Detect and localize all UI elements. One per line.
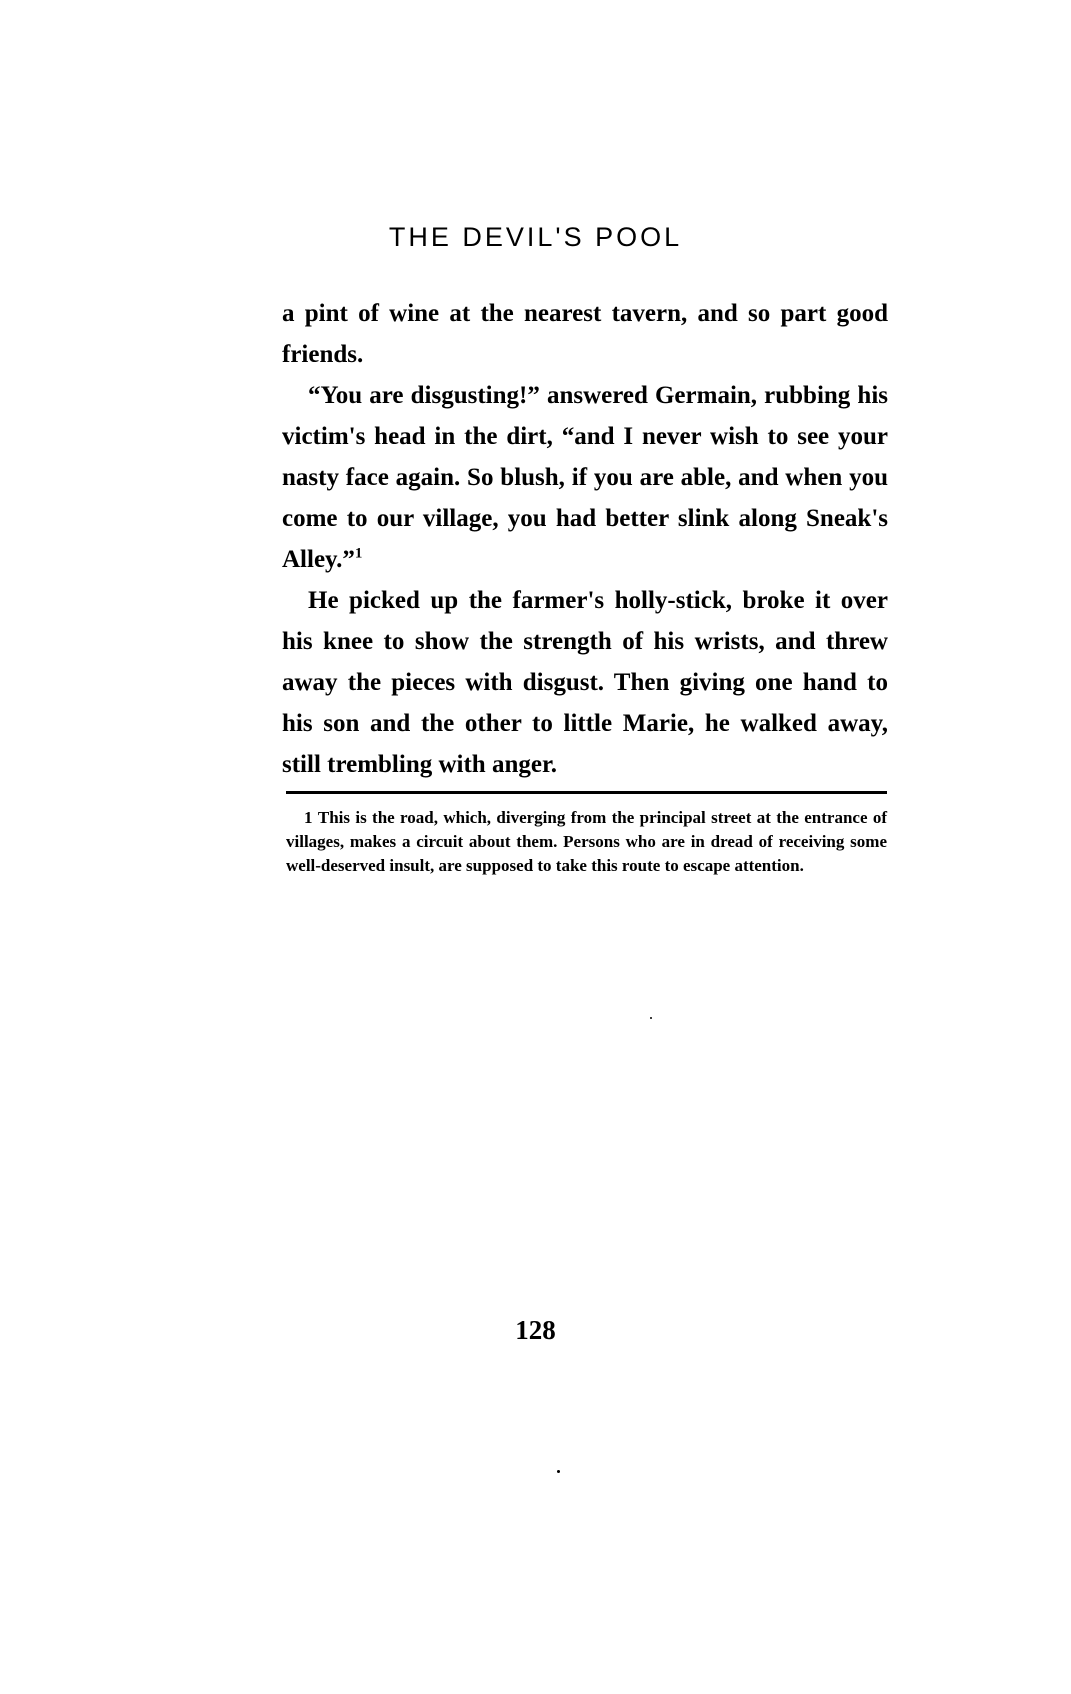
footnote-text: This is the road, which, diverging from the principal street at the entrance of villages, makes a circuit about them. Persons who are in dread of receiving some well-deserved insult, are supposed to take this route to escape attention. bbox=[286, 808, 888, 875]
footnote-number: 1 bbox=[304, 808, 313, 827]
paragraph-holly-stick: He picked up the farmer's holly-stick, broke it over his knee to show the strength of his wrists, and threw away the pieces with disgust. Then giving one hand to his son and the other to little Marie, he walked away, still trembling with anger. bbox=[282, 587, 888, 778]
footnote bbox=[286, 806, 887, 878]
paragraph-continuation: a pint of wine at the nearest tavern, and so part good friends. bbox=[282, 300, 888, 368]
paragraph-germain-speech-text: “You are disgusting!” answered Germain, rubbing his victim's head in the dirt, “and I never wish to see your nasty face again. So blush, if you are able, and when you come to our village, you had better slink along Sneak's Alley.” bbox=[282, 382, 888, 573]
page-number: 128 bbox=[515, 1315, 556, 1345]
footnote-text-block bbox=[286, 806, 887, 878]
footnote-reference: 1 bbox=[354, 545, 363, 562]
paragraph-germain-speech bbox=[282, 375, 888, 580]
print-speck bbox=[557, 1470, 560, 1473]
running-head: THE DEVIL'S POOL bbox=[388, 222, 683, 252]
print-speck bbox=[650, 1017, 652, 1019]
footnote-rule bbox=[286, 791, 887, 794]
body-text bbox=[282, 293, 888, 785]
